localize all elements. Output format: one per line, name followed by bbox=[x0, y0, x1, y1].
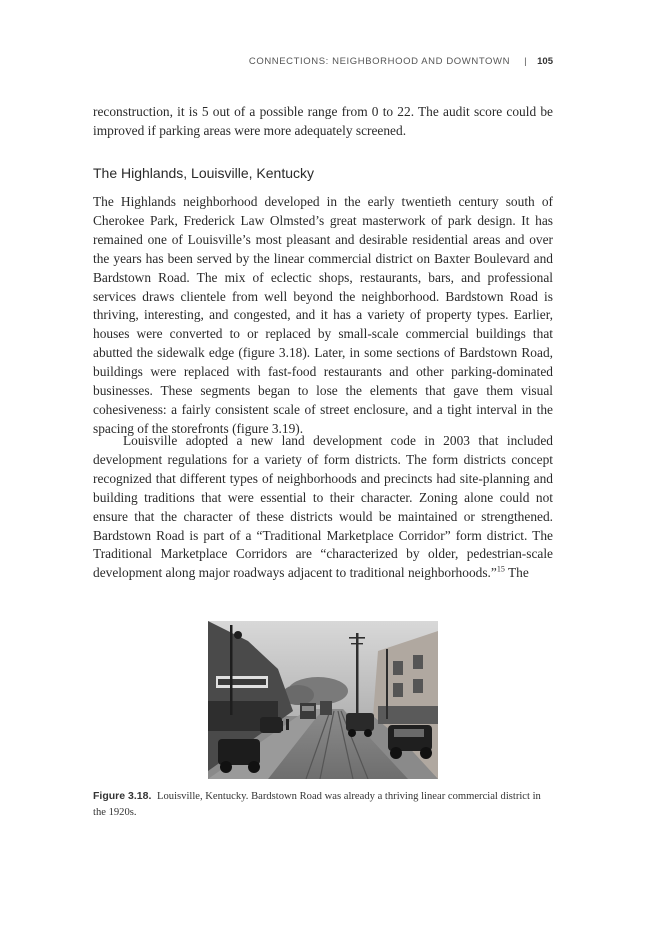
section-heading: The Highlands, Louisville, Kentucky bbox=[93, 165, 315, 181]
running-head-title: CONNECTIONS: NEIGHBORHOOD AND DOWNTOWN bbox=[248, 56, 511, 67]
figure-label: Figure 3.18. bbox=[93, 790, 152, 802]
figure-photo bbox=[208, 621, 438, 779]
paragraph-3-text: Louisville adopted a new land development code in 2003 that included development regulations for a variety of form districts. The form districts concept recognized that different types of neighborhoods and precincts had site-planning and building traditions that were essential to their character. Zoning alone could not ensure that the character of these districts would be maintained or strengthened. Bardstown Road is part of a “Traditional Marketplace Corridor” form district. The Traditional Marketplace Corridors are “characterized by older, pedestrian-scale development along major roadways adjacent to traditional neighborhoods.” bbox=[93, 433, 553, 581]
figure-caption-text: Louisville, Kentucky. Bardstown Road was already a thriving linear commercial district in the 1920s. bbox=[93, 791, 541, 818]
paragraph-2: The Highlands neighborhood developed in the early twentieth century south of Cherokee Park, Frederick Law Olmsted’s great masterwork of park design. It has remained one of Louisville’s most pleasant and desirable residential areas and over the years has been served by the linear commercial district on Baxter Boulevard and Bardstown Road. The mix of eclectic shops, restaurants, bars, and professional services draws clientele from well beyond the neighborhood. Bardstown Road is thriving, interesting, and congested, and it has a variety of property types. Earlier, houses were converted to or replaced by small-scale commercial buildings that abutted the sidewalk edge (figure 3.18). Later, in some sections of Bardstown Road, buildings were replaced with fast-food restaurants and other parking-dominated businesses. These segments began to lose the elements that gave them visual cohesiveness: a fairly consistent scale of street enclosure, and a tight interval in the spacing of the storefronts (figure 3.19). bbox=[93, 194, 553, 436]
street-photo-illustration bbox=[208, 621, 438, 779]
page-number: 105 bbox=[537, 56, 553, 67]
footnote-marker: 15 bbox=[496, 564, 505, 574]
paragraph-1: reconstruction, it is 5 out of a possible range from 0 to 22. The audit score could be improved if parking areas were more adequately screened. bbox=[93, 104, 553, 138]
running-head bbox=[93, 56, 553, 67]
paragraph-3-tail: The bbox=[504, 565, 529, 581]
paragraph-3 bbox=[93, 432, 553, 583]
running-head-separator: | bbox=[524, 56, 528, 67]
figure-caption bbox=[93, 788, 553, 821]
